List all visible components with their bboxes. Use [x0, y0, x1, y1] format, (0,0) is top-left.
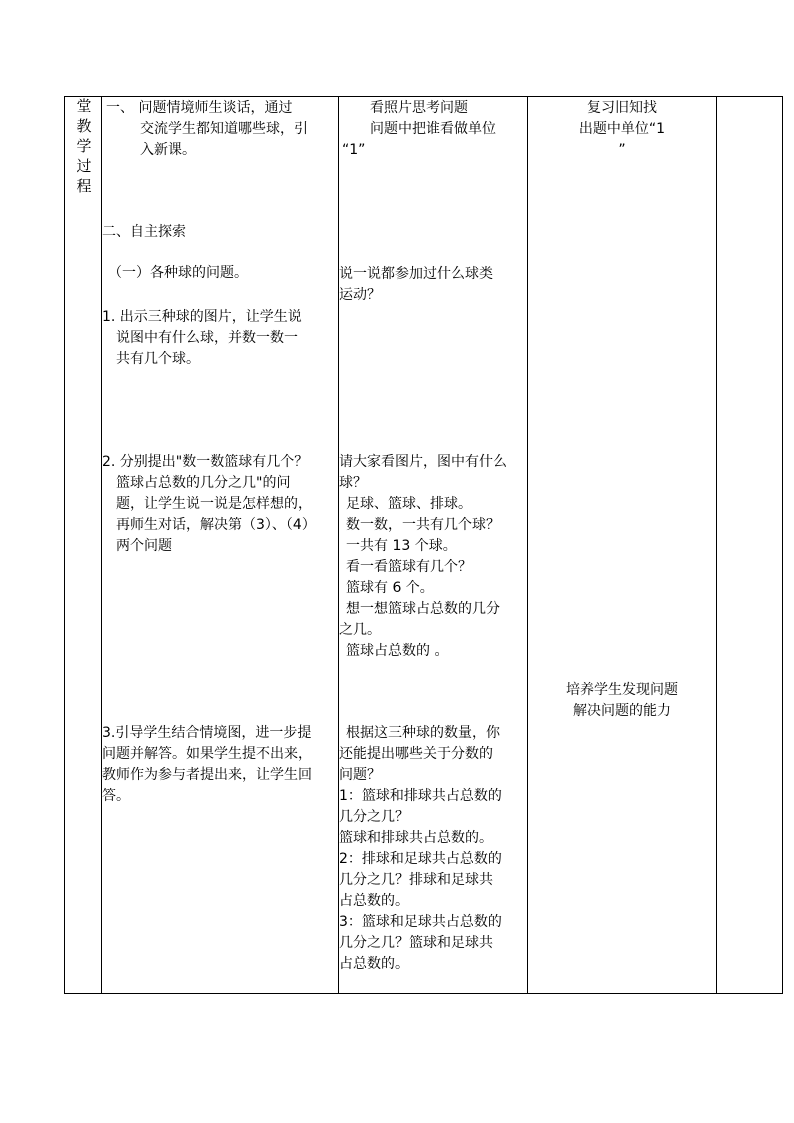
student-line: 1：篮球和排球共占总数的 [339, 788, 502, 804]
teacher-line: 二、自主探索 [102, 224, 186, 240]
student-line: 问题？ [339, 767, 381, 783]
student-line: “1” [342, 142, 366, 158]
student-line: 数一数，一共有几个球？ [346, 517, 500, 533]
student-line: 3：篮球和足球共占总数的 [339, 914, 502, 930]
section-label-char: 堂 [76, 97, 92, 115]
student-line: 问题中把谁看做单位 [370, 121, 496, 137]
intent-line: 复习旧知找 [587, 100, 657, 116]
student-line: 占总数的。 [339, 956, 409, 972]
lesson-plan-table [64, 96, 783, 994]
teacher-line: 教师作为参与者提出来，让学生回 [102, 767, 312, 783]
teacher-line: 两个问题 [116, 538, 172, 554]
intent-line: 培养学生发现问题 [566, 682, 678, 698]
student-line: 球？ [339, 475, 367, 491]
teacher-line: 1. 出示三种球的图片，让学生说 [102, 309, 302, 325]
table-top-border [64, 96, 783, 97]
section-label-char: 程 [76, 177, 92, 195]
student-line: 看一看篮球有几个？ [346, 559, 472, 575]
intent-line: ” [618, 142, 626, 158]
intent-line: 出题中单位“1 [578, 121, 666, 137]
student-line: 几分之几？排球和足球共 [339, 872, 493, 888]
student-line: 想一想篮球占总数的几分 [346, 601, 500, 617]
section-label-char: 教 [76, 117, 92, 135]
table-left-border [64, 96, 65, 994]
student-line: 占总数的。 [339, 893, 409, 909]
student-line: 2：排球和足球共占总数的 [339, 851, 502, 867]
teacher-line: 题，让学生说一说是怎样想的， [116, 496, 312, 512]
student-line: 几分之几？ [339, 809, 409, 825]
teacher-line: 入新课。 [140, 142, 196, 158]
teacher-line: 问题并解答。如果学生提不出来， [102, 746, 312, 762]
student-line: 看照片思考问题 [370, 100, 468, 116]
student-line: 根据这三种球的数量，你 [346, 725, 500, 741]
teacher-line: 篮球占总数的几分之几"的问 [116, 475, 291, 491]
student-line: 篮球占总数的 。 [346, 643, 449, 659]
intent-line: 解决问题的能力 [573, 703, 671, 719]
student-line: 篮球和排球共占总数的。 [339, 830, 493, 846]
student-line: 还能提出哪些关于分数的 [339, 746, 493, 762]
student-line: 之几。 [339, 622, 381, 638]
teacher-line: 2. 分别提出"数一数篮球有几个？ [102, 454, 309, 470]
teacher-line: 说图中有什么球，并数一数一 [116, 330, 298, 346]
teacher-line: 一、 问题情境师生谈话，通过 [106, 100, 293, 116]
teacher-line: 再师生对话，解决第（3）、（4） [116, 517, 316, 533]
student-line: 运动？ [339, 287, 381, 303]
table-bottom-border [64, 993, 783, 994]
teacher-line: 共有几个球。 [116, 351, 200, 367]
teacher-line: 3.引导学生结合情境图，进一步提 [102, 725, 312, 741]
student-line: 几分之几？篮球和足球共 [339, 935, 493, 951]
section-label [74, 96, 94, 196]
student-line: 请大家看图片，图中有什么 [339, 454, 507, 470]
teacher-line: 答。 [102, 788, 130, 804]
section-label-char: 过 [76, 157, 92, 175]
table-right-border [782, 96, 783, 994]
teacher-line: （一）各种球的问题。 [108, 265, 248, 281]
column-divider [716, 96, 717, 994]
student-line: 说一说都参加过什么球类 [339, 266, 493, 282]
student-line: 一共有 13 个球。 [346, 538, 457, 554]
section-label-char: 学 [76, 137, 92, 155]
column-divider [527, 96, 528, 994]
teacher-line: 交流学生都知道哪些球，引 [140, 121, 308, 137]
student-line: 篮球有 6 个。 [346, 580, 434, 596]
student-line: 足球、篮球、排球。 [346, 496, 472, 512]
